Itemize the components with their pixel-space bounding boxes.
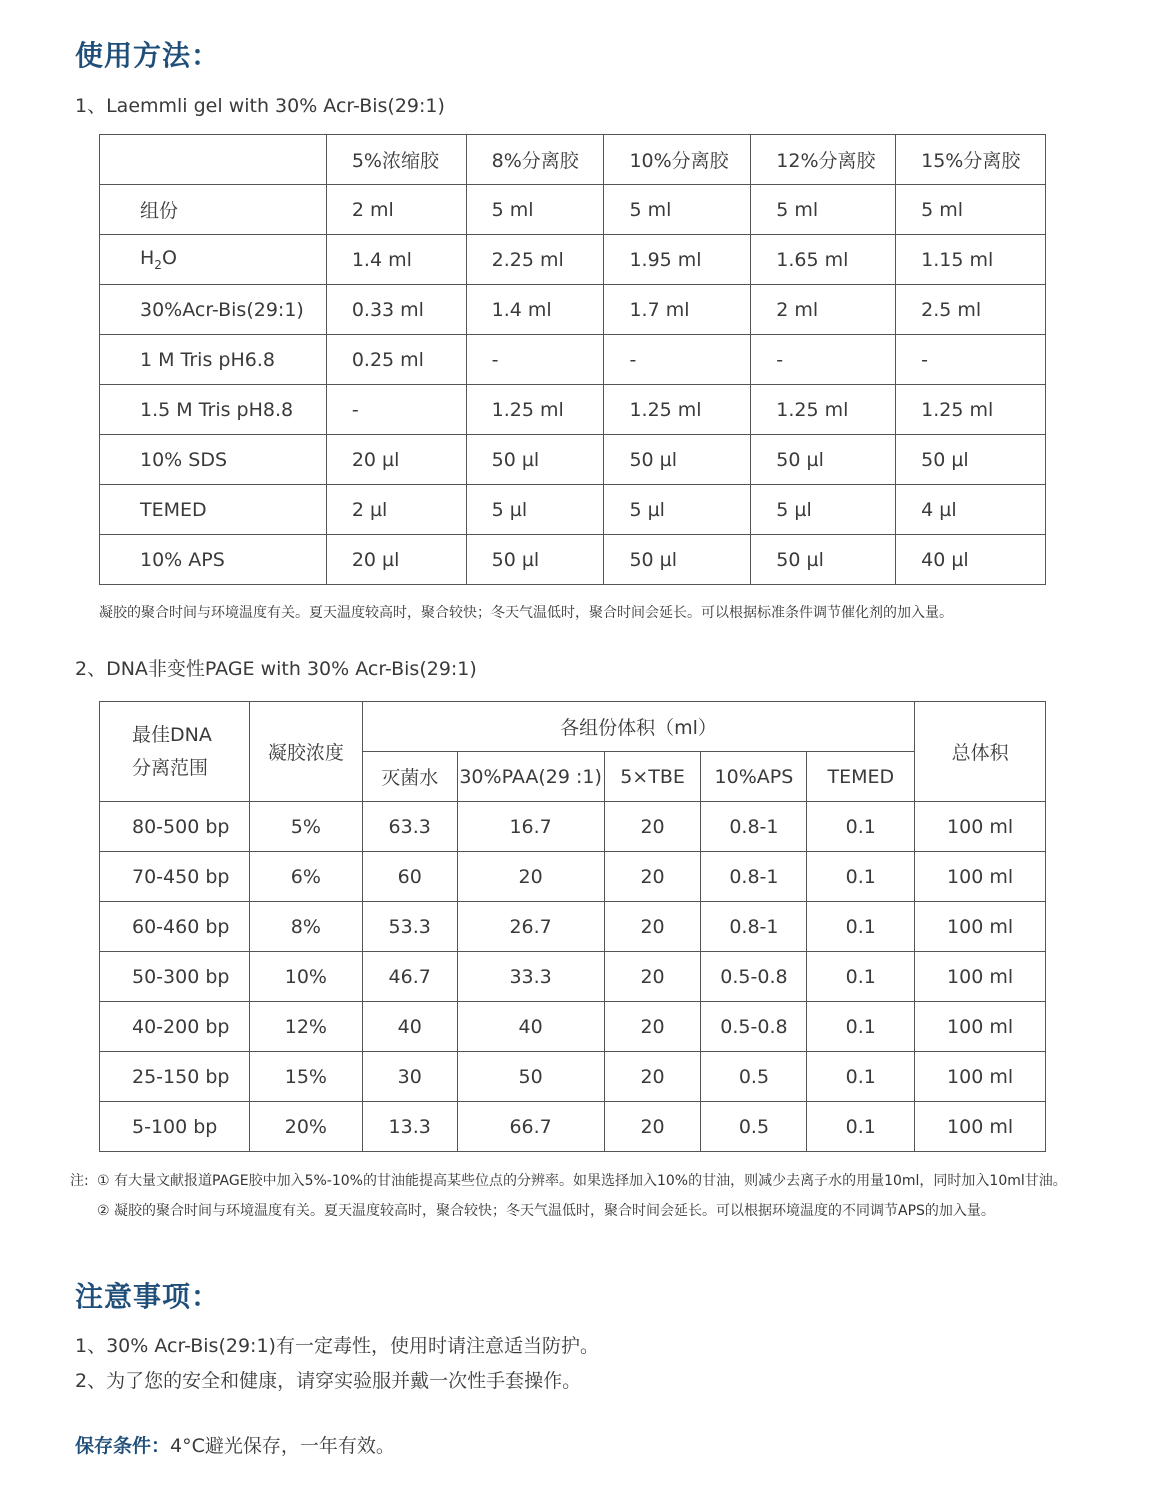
- table-cell: 16.7: [457, 802, 604, 852]
- table-cell: 1.4 ml: [466, 285, 604, 335]
- header-gel-concentration: 凝胶浓度: [249, 702, 362, 802]
- table-row: [100, 185, 1046, 235]
- precautions-heading: 注意事项：: [75, 1280, 221, 1313]
- table-cell: 5 µl: [604, 485, 751, 535]
- header-cell: 8%分离胶: [466, 135, 604, 185]
- table-cell: 50 µl: [466, 435, 604, 485]
- table-cell: 20: [604, 1052, 701, 1102]
- subheader-cell: 10%APS: [701, 752, 807, 802]
- header-dna-range-line1: 最佳DNA: [132, 723, 212, 746]
- table-cell: 1.25 ml: [896, 385, 1046, 435]
- table-cell: 1.7 ml: [604, 285, 751, 335]
- table-cell: 5 ml: [604, 185, 751, 235]
- note-glycerol: ① 有大量文献报道PAGE胶中加入5%-10%的甘油能提高某些位点的分辨率。如果选择加入10%的甘油，则减少去离子水的用量10ml，同时加入10ml甘油。: [97, 1173, 1067, 1189]
- table-row: [100, 1102, 1046, 1152]
- table-cell: 5 µl: [466, 485, 604, 535]
- table-cell: 1.15 ml: [896, 235, 1046, 285]
- table-header-row: [100, 702, 1046, 752]
- table-cell: 5%: [249, 802, 362, 852]
- table-row: [100, 335, 1046, 385]
- table-cell: 20: [604, 902, 701, 952]
- table-cell: 100 ml: [915, 1102, 1046, 1152]
- header-cell: 10%分离胶: [604, 135, 751, 185]
- header-cell: 12%分离胶: [751, 135, 896, 185]
- table-cell: 20: [604, 802, 701, 852]
- table-cell: 100 ml: [915, 1002, 1046, 1052]
- table-cell: 0.8-1: [701, 852, 807, 902]
- table-cell: 63.3: [362, 802, 457, 852]
- table-cell: 30: [362, 1052, 457, 1102]
- table-cell: 5 ml: [751, 185, 896, 235]
- table-cell: 0.8-1: [701, 902, 807, 952]
- row-label: 30%Acr-Bis(29:1): [100, 285, 327, 335]
- table-cell: 50: [457, 1052, 604, 1102]
- table-cell: 40-200 bp: [100, 1002, 250, 1052]
- row-label: 1 M Tris pH6.8: [100, 335, 327, 385]
- table-cell: 50-300 bp: [100, 952, 250, 1002]
- laemmli-gel-table: [99, 134, 1046, 585]
- table-cell: 0.5: [701, 1052, 807, 1102]
- table-cell: 20 µl: [326, 535, 466, 585]
- table-cell: 40 µl: [896, 535, 1046, 585]
- table-cell: 6%: [249, 852, 362, 902]
- table-cell: 5-100 bp: [100, 1102, 250, 1152]
- precaution-item: 1、30% Acr-Bis(29:1)有一定毒性，使用时请注意适当防护。: [75, 1335, 599, 1357]
- table-cell: 0.1: [807, 1052, 915, 1102]
- table-cell: 100 ml: [915, 902, 1046, 952]
- table-cell: 4 µl: [896, 485, 1046, 535]
- table-cell: 15%: [249, 1052, 362, 1102]
- table-row: [100, 902, 1046, 952]
- table-cell: 2.25 ml: [466, 235, 604, 285]
- usage-heading: 使用方法：: [75, 39, 221, 72]
- table-cell: -: [896, 335, 1046, 385]
- table-cell: 12%: [249, 1002, 362, 1052]
- table-cell: 8%: [249, 902, 362, 952]
- table-cell: 5 ml: [896, 185, 1046, 235]
- table-cell: -: [751, 335, 896, 385]
- row-label: 10% APS: [100, 535, 327, 585]
- subheader-cell: 30%PAA(29 :1): [457, 752, 604, 802]
- table-cell: 2.5 ml: [896, 285, 1046, 335]
- header-dna-range: [100, 702, 250, 802]
- h2o-o: O: [161, 247, 177, 270]
- table-header-row: [100, 135, 1046, 185]
- table-cell: 1.4 ml: [326, 235, 466, 285]
- table-cell: 0.5: [701, 1102, 807, 1152]
- table-cell: 0.1: [807, 1102, 915, 1152]
- table-cell: 2 µl: [326, 485, 466, 535]
- note-aps: ② 凝胶的聚合时间与环境温度有关。夏天温度较高时，聚合较快；冬天气温低时，聚合时间会延长。可以根据环境温度的不同调节APS的加入量。: [97, 1203, 995, 1219]
- table-cell: 0.1: [807, 1002, 915, 1052]
- table-cell: 13.3: [362, 1102, 457, 1152]
- table-cell: 33.3: [457, 952, 604, 1002]
- note-polymerization: 凝胶的聚合时间与环境温度有关。夏天温度较高时，聚合较快；冬天气温低时，聚合时间会延长。可以根据标准条件调节催化剂的加入量。: [99, 605, 953, 621]
- table-row: [100, 535, 1046, 585]
- header-dna-range-line2: 分离范围: [132, 756, 209, 779]
- dna-page-table: [99, 701, 1046, 1152]
- table-cell: 1.65 ml: [751, 235, 896, 285]
- table-cell: 60-460 bp: [100, 902, 250, 952]
- subheader-cell: 灭菌水: [362, 752, 457, 802]
- h2o-h: H: [140, 247, 155, 270]
- section1-title: 1、Laemmli gel with 30% Acr-Bis(29:1): [75, 95, 445, 117]
- table-cell: 1.25 ml: [466, 385, 604, 435]
- row-label-h2o: [100, 235, 327, 285]
- table-cell: 66.7: [457, 1102, 604, 1152]
- table-row: [100, 852, 1046, 902]
- table-cell: 46.7: [362, 952, 457, 1002]
- table-row: [100, 1052, 1046, 1102]
- h2o-subscript: 2: [154, 257, 162, 272]
- row-label: 1.5 M Tris pH8.8: [100, 385, 327, 435]
- table-cell: 2 ml: [751, 285, 896, 335]
- table-cell: 50 µl: [466, 535, 604, 585]
- table-row: [100, 235, 1046, 285]
- table-cell: 20: [604, 1002, 701, 1052]
- table-cell: 0.5-0.8: [701, 952, 807, 1002]
- table-cell: -: [466, 335, 604, 385]
- table-row: [100, 385, 1046, 435]
- table-cell: 0.1: [807, 802, 915, 852]
- table-cell: 20: [604, 952, 701, 1002]
- table-row: [100, 802, 1046, 852]
- table-cell: 100 ml: [915, 952, 1046, 1002]
- table-cell: 0.33 ml: [326, 285, 466, 335]
- note-label: 注:: [70, 1173, 89, 1189]
- subheader-cell: TEMED: [807, 752, 915, 802]
- table-cell: 0.25 ml: [326, 335, 466, 385]
- table-cell: 80-500 bp: [100, 802, 250, 852]
- table-cell: 40: [362, 1002, 457, 1052]
- table-cell: 50 µl: [604, 535, 751, 585]
- table-cell: 20: [604, 852, 701, 902]
- table-cell: 26.7: [457, 902, 604, 952]
- table-cell: 2 ml: [326, 185, 466, 235]
- table-cell: 53.3: [362, 902, 457, 952]
- table-cell: 1.95 ml: [604, 235, 751, 285]
- table-cell: 50 µl: [751, 435, 896, 485]
- table-row: [100, 952, 1046, 1002]
- table-cell: 20 µl: [326, 435, 466, 485]
- table-cell: 0.5-0.8: [701, 1002, 807, 1052]
- table-cell: 1.25 ml: [604, 385, 751, 435]
- table-row: [100, 1002, 1046, 1052]
- table-cell: 0.1: [807, 902, 915, 952]
- subheader-cell: 5×TBE: [604, 752, 701, 802]
- table-cell: 50 µl: [604, 435, 751, 485]
- header-cell: 5%浓缩胶: [326, 135, 466, 185]
- header-component-volume: 各组份体积（ml）: [362, 702, 914, 752]
- header-cell: 15%分离胶: [896, 135, 1046, 185]
- table-cell: 10%: [249, 952, 362, 1002]
- storage-conditions: [75, 1431, 395, 1458]
- table-row: [100, 485, 1046, 535]
- table-cell: 25-150 bp: [100, 1052, 250, 1102]
- table-cell: 50 µl: [896, 435, 1046, 485]
- table-cell: 50 µl: [751, 535, 896, 585]
- table-cell: 0.1: [807, 852, 915, 902]
- table-cell: -: [604, 335, 751, 385]
- precaution-item: 2、为了您的安全和健康，请穿实验服并戴一次性手套操作。: [75, 1370, 582, 1392]
- table-cell: 20: [604, 1102, 701, 1152]
- table-row: [100, 285, 1046, 335]
- table-cell: 1.25 ml: [751, 385, 896, 435]
- table-cell: 70-450 bp: [100, 852, 250, 902]
- table-cell: 0.1: [807, 952, 915, 1002]
- storage-label: 保存条件：: [75, 1435, 171, 1457]
- header-total-volume: 总体积: [915, 702, 1046, 802]
- table-cell: 20: [457, 852, 604, 902]
- table-cell: 5 ml: [466, 185, 604, 235]
- row-label: 10% SDS: [100, 435, 327, 485]
- table-cell: 20%: [249, 1102, 362, 1152]
- table-cell: -: [326, 385, 466, 435]
- table-cell: 100 ml: [915, 1052, 1046, 1102]
- storage-value: 4°C避光保存，一年有效。: [170, 1435, 395, 1457]
- header-cell: [100, 135, 327, 185]
- section2-title: 2、DNA非变性PAGE with 30% Acr-Bis(29:1): [75, 658, 477, 680]
- table-cell: 60: [362, 852, 457, 902]
- table-cell: 100 ml: [915, 852, 1046, 902]
- row-label: TEMED: [100, 485, 327, 535]
- table-row: [100, 435, 1046, 485]
- row-label: 组份: [100, 185, 327, 235]
- table-cell: 5 µl: [751, 485, 896, 535]
- table-cell: 100 ml: [915, 802, 1046, 852]
- table-cell: 0.8-1: [701, 802, 807, 852]
- table-cell: 40: [457, 1002, 604, 1052]
